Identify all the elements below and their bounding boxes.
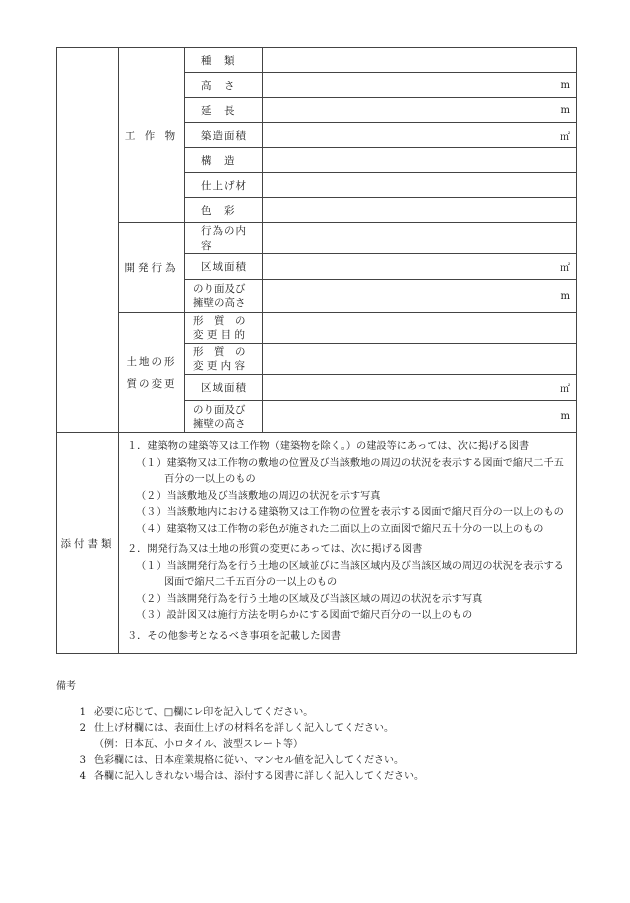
attachments-content bbox=[119, 433, 577, 654]
unit-sqm: ㎡ bbox=[560, 384, 570, 395]
structure-finish-label: 仕上げ材 bbox=[185, 173, 263, 198]
notes-heading: 備考 bbox=[56, 681, 76, 692]
attachment-item: （４）建築物又は工作物の彩色が施された二面以上の立面図で縮尺五十分の一以上のもの bbox=[136, 523, 544, 535]
structure-area-field[interactable] bbox=[263, 123, 577, 148]
note-item: 1 必要に応じて、□欄にレ印を記入してください。 bbox=[79, 707, 314, 718]
attachment-item: （３）設計図又は施行方法を明らかにする図面で縮尺百分の一以上のもの bbox=[136, 610, 473, 621]
unit-sqm: ㎡ bbox=[560, 263, 570, 274]
land-change-category: 土地の形 質の変更 bbox=[119, 313, 185, 433]
attachment-section-3: ３．その他参考となるべき事項を記載した図書 bbox=[127, 630, 341, 642]
blank-left-cell bbox=[57, 48, 119, 433]
unit-m: m bbox=[560, 79, 570, 91]
land-change-slope-field[interactable] bbox=[263, 401, 577, 433]
development-slope-field[interactable] bbox=[263, 280, 577, 313]
application-form-table bbox=[56, 47, 577, 654]
attachment-section-2: ２．開発行為又は土地の形質の変更にあっては、次に掲げる図書 bbox=[127, 544, 423, 555]
land-change-area-label: 区域面積 bbox=[185, 375, 263, 401]
notes bbox=[56, 679, 596, 785]
structure-length-field[interactable] bbox=[263, 98, 577, 123]
land-change-purpose-label: 形 質 の 変 更 目 的 bbox=[185, 313, 263, 344]
development-content-label: 行為の内容 bbox=[185, 223, 263, 254]
structure-height-field[interactable] bbox=[263, 73, 577, 98]
structure-height-label: 高 さ bbox=[185, 73, 263, 98]
unit-m: m bbox=[560, 104, 570, 116]
note-example: （例：日本瓦、小ロタイル、波型スレート等） bbox=[94, 739, 303, 750]
land-change-slope-label: のり面及び 擁壁の高さ bbox=[185, 401, 263, 433]
attachment-item: （１）当該開発行為を行う土地の区域並びに当該区域内及び当該区域の周辺の状況を表示する図面で縮尺二千五百分の一以上のもの bbox=[136, 560, 564, 588]
note-item: 3 色彩欄には、日本産業規格に従い、マンセル値を記入してください。 bbox=[79, 755, 404, 766]
structure-construction-label: 構 造 bbox=[185, 148, 263, 173]
unit-sqm: ㎡ bbox=[560, 131, 570, 143]
development-area-field[interactable] bbox=[263, 254, 577, 280]
structure-construction-field[interactable] bbox=[263, 148, 577, 173]
development-content-field[interactable] bbox=[263, 223, 577, 254]
unit-m: m bbox=[560, 290, 570, 302]
structure-type-field[interactable] bbox=[263, 48, 577, 73]
structure-area-label: 築造面積 bbox=[185, 123, 263, 148]
structure-color-label: 色 彩 bbox=[185, 198, 263, 223]
structure-color-field[interactable] bbox=[263, 198, 577, 223]
land-change-area-field[interactable] bbox=[263, 375, 577, 401]
development-area-label: 区域面積 bbox=[185, 254, 263, 280]
land-change-content-label: 形 質 の 変 更 内 容 bbox=[185, 344, 263, 375]
attachments-label: 添付書類 bbox=[57, 433, 119, 654]
attachment-item: （３）当該敷地内における建築物又は工作物の位置を表示する図面で縮尺百分の一以上のもの bbox=[136, 507, 564, 518]
note-item: 4 各欄に記入しきれない場合は、添付する図書に詳しく記入してください。 bbox=[79, 771, 424, 782]
attachment-item: （２）当該開発行為を行う土地の区域及び当該区域の周辺の状況を示す写真 bbox=[136, 593, 483, 605]
attachment-section-1: １．建築物の建築等又は工作物（建築物を除く。）の建設等にあっては、次に掲げる図書 bbox=[127, 441, 530, 452]
structure-finish-field[interactable] bbox=[263, 173, 577, 198]
structure-type-label: 種 類 bbox=[185, 48, 263, 73]
unit-m: m bbox=[560, 411, 570, 422]
attachment-item: （１）建築物又は工作物の敷地の位置及び当該敷地の周辺の状況を表示する図面で縮尺二千五百分の一以上のもの bbox=[136, 457, 564, 485]
development-slope-label: のり面及び 擁壁の高さ bbox=[185, 280, 263, 313]
structure-category: 工 作 物 bbox=[119, 48, 185, 223]
attachment-item: （２）当該敷地及び当該敷地の周辺の状況を示す写真 bbox=[136, 490, 381, 502]
structure-length-label: 延 長 bbox=[185, 98, 263, 123]
note-item: 2 仕上げ材欄には、表面仕上げの材料名を詳しく記入してください。 bbox=[79, 723, 394, 734]
development-category: 開発行為 bbox=[119, 223, 185, 313]
land-change-purpose-field[interactable] bbox=[263, 313, 577, 344]
land-change-content-field[interactable] bbox=[263, 344, 577, 375]
